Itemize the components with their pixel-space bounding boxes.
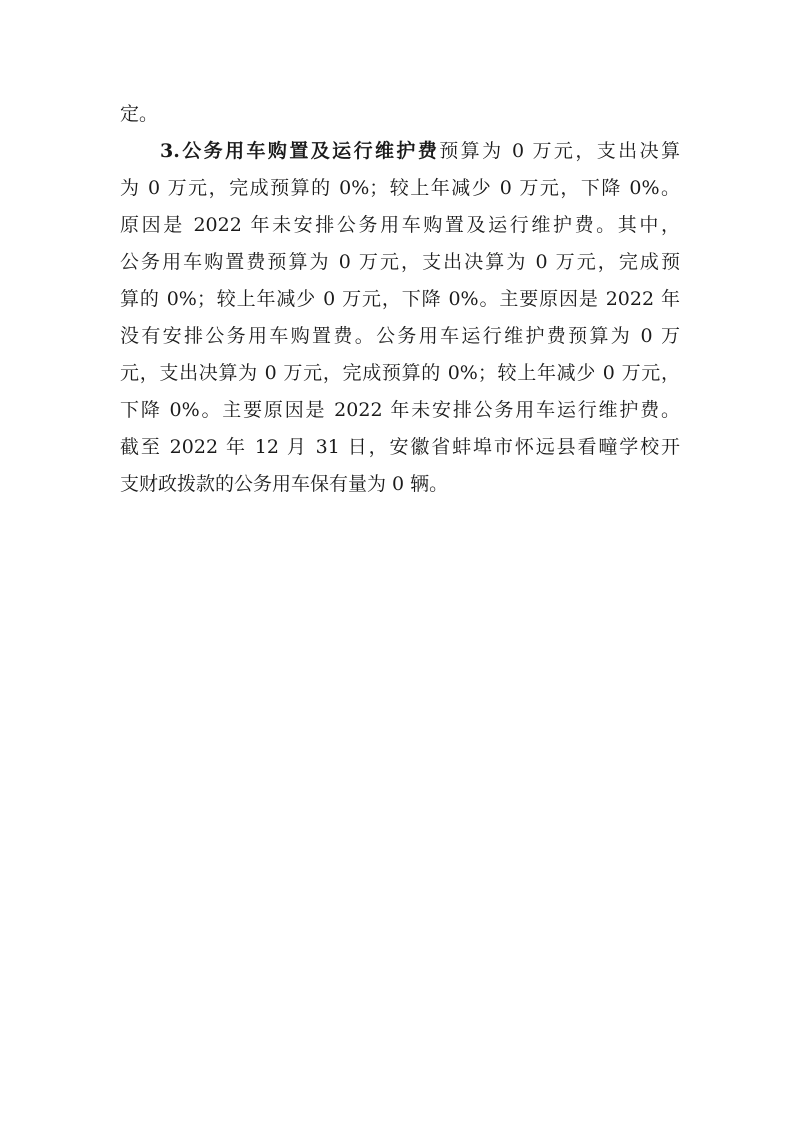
text-line: 原因是 2022 年未安排公务用车购置及运行维护费。其中， <box>120 214 680 236</box>
body-text <box>120 96 680 503</box>
text-line: 元，支出决算为 0 万元，完成预算的 0%；较上年减少 0 万元， <box>120 362 680 384</box>
text-line: 为 0 万元，完成预算的 0%；较上年减少 0 万元，下降 0%。 <box>120 177 680 199</box>
text-line-rest: 预算为 0 万元，支出决算 <box>439 140 680 162</box>
text-line: 下降 0%。主要原因是 2022 年未安排公务用车运行维护费。 <box>120 399 680 421</box>
section-heading: 3.公务用车购置及运行维护费 <box>160 140 440 162</box>
text-line: 公务用车购置费预算为 0 万元，支出决算为 0 万元，完成预 <box>120 251 680 273</box>
text-line: 定。 <box>120 103 159 125</box>
section-heading-line <box>120 133 680 170</box>
text-line: 算的 0%；较上年减少 0 万元，下降 0%。主要原因是 2022 年 <box>120 288 680 310</box>
text-line: 支财政拨款的公务用车保有量为 0 辆。 <box>120 473 449 495</box>
text-line: 没有安排公务用车购置费。公务用车运行维护费预算为 0 万 <box>120 325 680 347</box>
text-line: 截至 2022 年 12 月 31 日，安徽省蚌埠市怀远县看疃学校开 <box>120 436 680 458</box>
